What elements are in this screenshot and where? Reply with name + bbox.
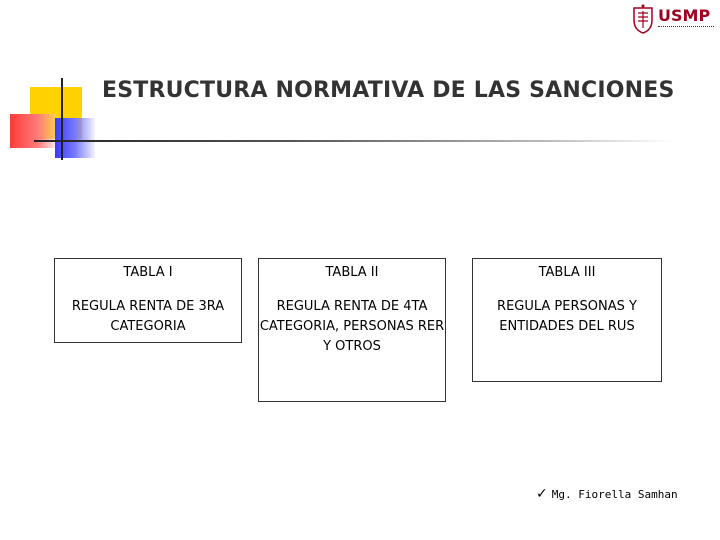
tabla-ii-box xyxy=(258,258,446,402)
tabla-i-box xyxy=(54,258,242,343)
box-description: REGULA RENTA DE 4TA CATEGORIA, PERSONAS RER Y OTROS xyxy=(259,299,445,354)
decor-vertical-line xyxy=(61,78,63,160)
logo-tagline-line xyxy=(658,26,714,29)
box-heading: TABLA III xyxy=(538,265,596,280)
author-name: Mg. Fiorella Samhan xyxy=(551,488,678,501)
box-heading: TABLA II xyxy=(325,265,379,280)
author-credit xyxy=(536,486,678,502)
university-crest-icon xyxy=(632,4,654,34)
tabla-iii-box xyxy=(472,258,662,382)
box-description: REGULA PERSONAS Y ENTIDADES DEL RUS xyxy=(497,299,637,334)
slide-title: ESTRUCTURA NORMATIVA DE LAS SANCIONES xyxy=(102,78,675,103)
decor-horizontal-line xyxy=(34,140,674,142)
box-heading: TABLA I xyxy=(123,265,173,280)
box-description: REGULA RENTA DE 3RA CATEGORIA xyxy=(71,299,225,334)
usmp-logo xyxy=(632,4,716,36)
checkmark-icon: ✓ xyxy=(536,486,548,502)
decor-red-square xyxy=(10,114,56,148)
logo-wordmark: USMP xyxy=(658,6,711,25)
